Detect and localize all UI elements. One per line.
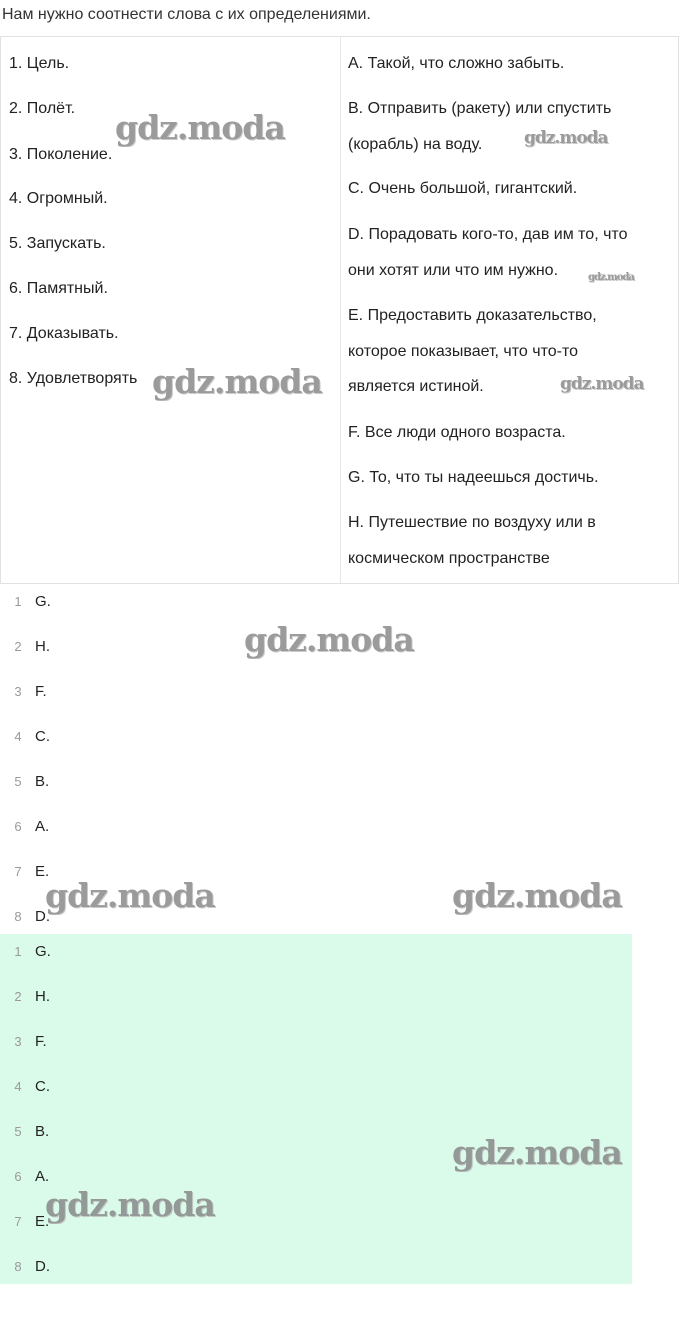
answer-value: B. — [35, 1123, 50, 1140]
line-number: 5 — [14, 774, 22, 789]
answer-value: E. — [35, 1213, 50, 1230]
line-number: 6 — [14, 1169, 22, 1184]
line-number: 6 — [14, 819, 22, 834]
line-number: 8 — [14, 1259, 22, 1274]
watermark: gdz.moda — [560, 374, 644, 394]
line-number: 1 — [14, 944, 22, 959]
definition-line: G. То, что ты надеешься достичь. — [348, 469, 599, 486]
column-divider — [340, 37, 341, 583]
word-item: 4. Огромный. — [9, 190, 108, 207]
definition-line: является истиной. — [348, 378, 484, 395]
line-number: 3 — [14, 684, 22, 699]
answer-value: C. — [35, 1078, 50, 1095]
definition-line: (корабль) на воду. — [348, 136, 483, 153]
word-item: 1. Цель. — [9, 55, 70, 72]
watermark: gdz.moda — [588, 272, 634, 283]
answer-value: D. — [35, 1258, 50, 1275]
word-item: 6. Памятный. — [9, 280, 108, 297]
line-number: 1 — [14, 594, 22, 609]
watermark: gdz.moda — [452, 876, 622, 915]
answer-value: E. — [35, 863, 50, 880]
word-item: 3. Поколение. — [9, 146, 113, 163]
matching-table — [0, 36, 679, 584]
answer-value: A. — [35, 818, 50, 835]
task-instruction: Нам нужно соотнести слова с их определениями. — [2, 6, 371, 23]
definition-line: которое показывает, что что-то — [348, 343, 578, 360]
word-item: 8. Удовлетворять — [9, 370, 138, 387]
definition-line: E. Предоставить доказательство, — [348, 307, 597, 324]
answer-value: B. — [35, 773, 50, 790]
line-number: 4 — [14, 1079, 22, 1094]
line-number: 5 — [14, 1124, 22, 1139]
definition-line: B. Отправить (ракету) или спустить — [348, 100, 612, 117]
line-number: 2 — [14, 639, 22, 654]
answer-value: F. — [35, 683, 47, 700]
watermark: gdz.moda — [524, 128, 608, 148]
line-number: 4 — [14, 729, 22, 744]
answer-value: H. — [35, 988, 50, 1005]
line-number: 2 — [14, 989, 22, 1004]
definition-line: A. Такой, что сложно забыть. — [348, 55, 565, 72]
word-item: 7. Доказывать. — [9, 325, 119, 342]
definition-line: космическом пространстве — [348, 550, 550, 567]
watermark: gdz.moda — [45, 1185, 215, 1224]
definition-line: D. Порадовать кого-то, дав им то, что — [348, 226, 628, 243]
answer-value: G. — [35, 943, 51, 960]
definition-line: C. Очень большой, гигантский. — [348, 180, 578, 197]
definition-line: они хотят или что им нужно. — [348, 262, 559, 279]
answer-value: G. — [35, 593, 51, 610]
highlighted-answer-box — [0, 934, 632, 1284]
line-number: 7 — [14, 864, 22, 879]
line-number: 3 — [14, 1034, 22, 1049]
watermark: gdz.moda — [45, 876, 215, 915]
answer-value: H. — [35, 638, 50, 655]
watermark: gdz.moda — [244, 620, 414, 659]
answer-value: D. — [35, 908, 50, 925]
answer-value: F. — [35, 1033, 47, 1050]
word-item: 2. Полёт. — [9, 100, 76, 117]
definition-line: F. Все люди одного возраста. — [348, 424, 566, 441]
answer-value: C. — [35, 728, 50, 745]
line-number: 8 — [14, 909, 22, 924]
answer-value: A. — [35, 1168, 50, 1185]
definition-line: H. Путешествие по воздуху или в — [348, 514, 596, 531]
watermark: gdz.moda — [452, 1133, 622, 1172]
line-number: 7 — [14, 1214, 22, 1229]
watermark: gdz.moda — [152, 362, 322, 401]
watermark: gdz.moda — [115, 108, 285, 147]
word-item: 5. Запускать. — [9, 235, 106, 252]
